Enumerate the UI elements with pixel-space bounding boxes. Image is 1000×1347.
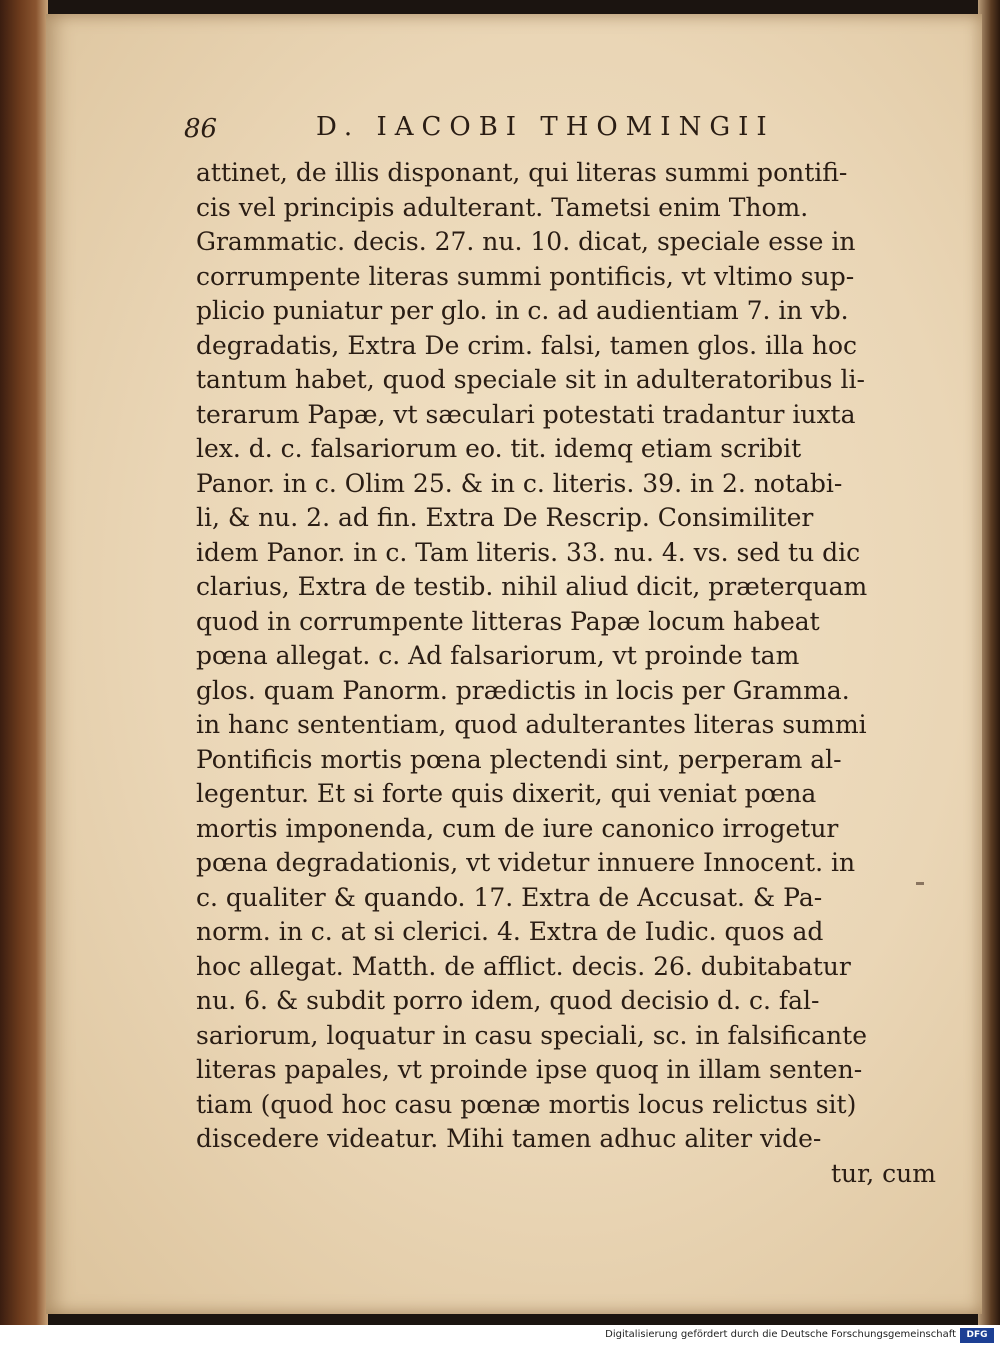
text-line: plicio puniatur per glo. in c. ad audientiam 7. in vb. <box>196 296 849 325</box>
text-line: in hanc sententiam, quod adulterantes literas summi <box>196 710 867 739</box>
text-line: c. qualiter & quando. 17. Extra de Accusat. & Pa- <box>196 882 823 912</box>
text-line: quod in corrumpente litteras Papæ locum habeat <box>196 606 820 636</box>
text-line: pœna allegat. c. Ad falsariorum, vt proinde tam <box>196 641 800 670</box>
running-head <box>184 106 946 146</box>
text-line: Grammatic. decis. 27. nu. 10. dicat, speciale esse in <box>196 227 856 256</box>
text-block <box>184 106 946 1191</box>
text-line: idem Panor. in c. Tam literis. 33. nu. 4. vs. sed tu dic <box>196 537 861 567</box>
text-line: li, & nu. 2. ad fin. Extra De Rescrip. Consimiliter <box>196 503 814 532</box>
page-number: 86 <box>184 114 218 144</box>
text-line: corrumpente literas summi pontificis, vt vltimo sup- <box>196 261 855 291</box>
text-line: mortis imponenda, cum de iure canonico irrogetur <box>196 813 839 843</box>
text-line: tantum habet, quod speciale sit in adulteratoribus li- <box>196 365 865 394</box>
catchword: tur, cum <box>830 1158 936 1188</box>
body-text <box>196 156 946 1157</box>
text-line: sariorum, loquatur in casu speciali, sc. in falsificante <box>196 1020 867 1050</box>
book-binding-edge <box>0 0 48 1325</box>
text-line: literas papales, vt proinde ipse quoq in illam senten- <box>196 1055 863 1084</box>
text-line: hoc allegat. Matth. de afflict. decis. 26. dubitabatur <box>196 951 851 981</box>
margin-mark <box>916 882 924 885</box>
text-line: nu. 6. & subdit porro idem, quod decisio d. c. fal- <box>196 986 820 1015</box>
text-line: degradatis, Extra De crim. falsi, tamen glos. illa hoc <box>196 330 857 360</box>
running-head-title: D. IACOBI THOMINGII <box>316 112 775 142</box>
text-line: pœna degradationis, vt videtur innuere Innocent. in <box>196 848 856 877</box>
text-line: tiam (quod hoc casu pœnæ mortis locus relictus sit) <box>196 1089 857 1119</box>
text-line: norm. in c. at si clerici. 4. Extra de Iudic. quos ad <box>196 917 824 946</box>
text-line: cis vel principis adulterant. Tametsi enim Thom. <box>196 192 809 222</box>
text-line: Pontificis mortis pœna plectendi sint, perperam al- <box>196 744 842 774</box>
text-line: discedere videatur. Mihi tamen adhuc aliter vide- <box>196 1124 822 1153</box>
text-line: clarius, Extra de testib. nihil aliud dicit, præterquam <box>196 572 868 601</box>
footer-credit: Digitalisierung gefördert durch die Deutsche Forschungsgemeinschaft <box>605 1329 956 1340</box>
text-line: terarum Papæ, vt sæculari potestati tradantur iuxta <box>196 399 856 429</box>
text-line: glos. quam Panorm. prædictis in locis per Gramma. <box>196 675 850 705</box>
dfg-logo: DFG <box>960 1328 994 1343</box>
paper-page <box>46 14 982 1314</box>
text-line: attinet, de illis disponant, qui literas summi pontifi- <box>196 158 848 187</box>
text-line: legentur. Et si forte quis dixerit, qui veniat pœna <box>196 779 817 808</box>
text-line: Panor. in c. Olim 25. & in c. literis. 39. in 2. notabi- <box>196 468 843 498</box>
digitization-footer <box>0 1325 1000 1347</box>
text-line: lex. d. c. falsariorum eo. tit. idemq etiam scribit <box>196 434 802 463</box>
